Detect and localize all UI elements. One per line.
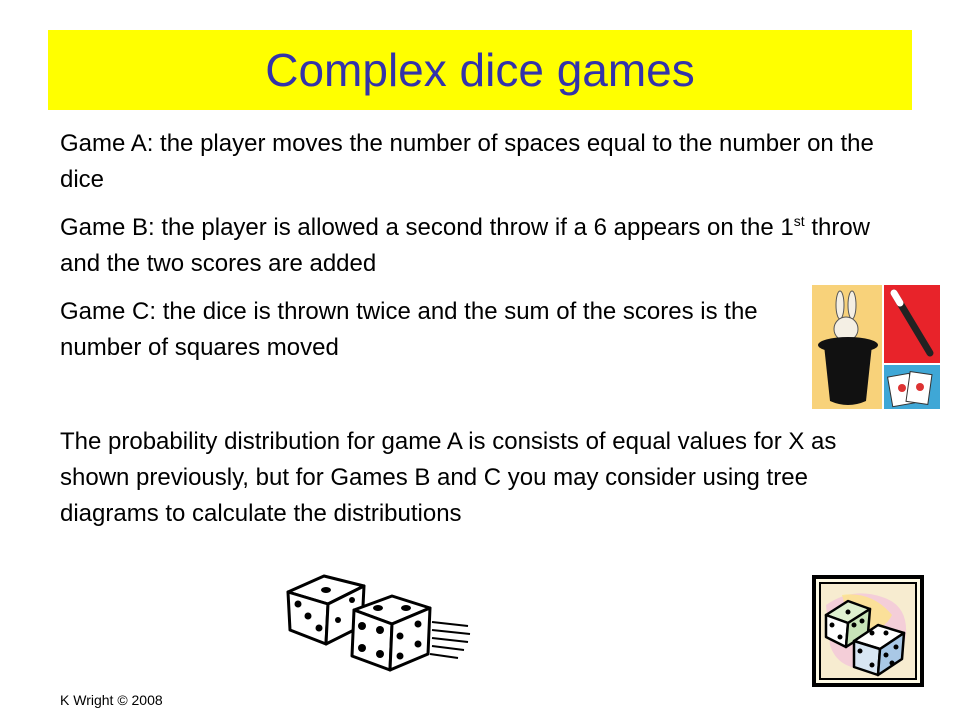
game-c-text: Game C: the dice is thrown twice and the sum of the scores is the number of squares moved (60, 298, 758, 361)
game-b-text (60, 210, 890, 282)
framed-dice-clipart (812, 575, 924, 687)
magic-hat-rabbit-clipart (810, 283, 942, 411)
distribution-note: The probability distribution for game A is consists of equal values for X as shown previously, but for Games B and C you may consider using tree diagrams to calculate the distributions (60, 428, 837, 527)
game-a-text: Game A: the player moves the number of spaces equal to the number on the dice (60, 130, 874, 193)
game-b-start: Game B: the player is allowed a second throw if a 6 appears on the 1 (60, 214, 794, 241)
title-bar (48, 30, 912, 110)
game-b-end: throw and the two scores are added (60, 214, 871, 277)
slide-title: Complex dice games (265, 44, 695, 96)
pair-of-dice-clipart (282, 570, 472, 682)
footer-copyright: K Wright © 2008 (60, 692, 163, 708)
game-b-superscript: st (793, 213, 805, 229)
